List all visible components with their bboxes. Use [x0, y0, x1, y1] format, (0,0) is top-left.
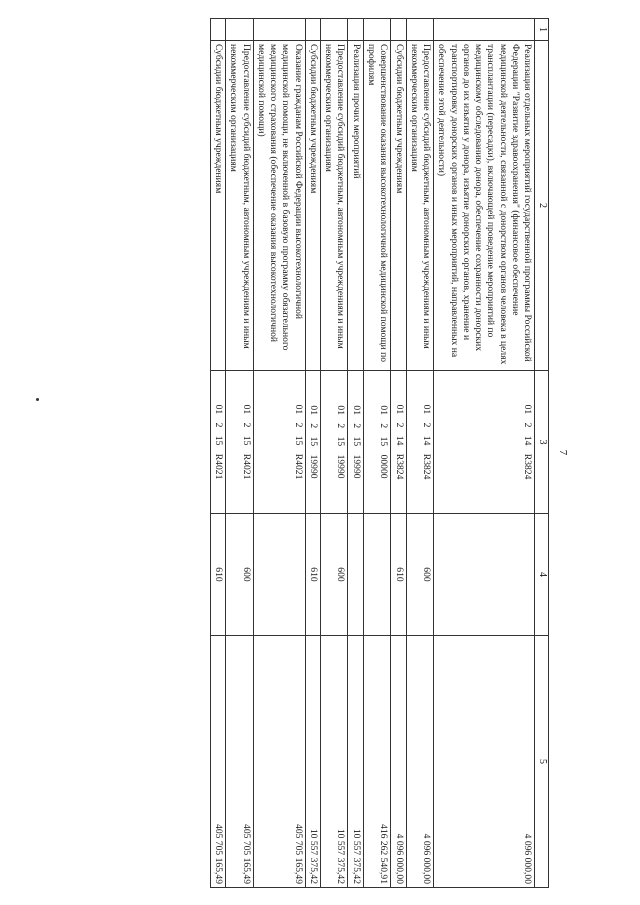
header-col-2: 2 — [535, 41, 549, 371]
row-code-cell: 01 2 15 R4021 — [253, 371, 305, 514]
row-name-cell: Совершенствование оказания высокотехнологичной медицинской помощи по профилям — [363, 41, 391, 371]
page-number: 7 — [557, 449, 569, 456]
row-number-cell — [210, 19, 225, 41]
page-mark — [36, 398, 39, 401]
table-row — [320, 19, 348, 888]
row-expense-type-cell — [363, 514, 391, 636]
row-number-cell — [434, 19, 535, 41]
row-name-cell: Субсидии бюджетным учреждениям — [391, 41, 406, 371]
table-row — [363, 19, 391, 888]
row-code-cell: 01 2 15 R4021 — [210, 371, 225, 514]
row-name-cell: Оказание гражданам Российской Федерации высокотехнологичной медицинской помощи, не включенной в базовую программу обязательного медицинского страхования (обеспечение оказания высокотехнологичной медицинской помощи) — [253, 41, 305, 371]
row-amount-cell: 405 705 165,49 — [253, 636, 305, 888]
row-amount-cell: 10 557 375,42 — [320, 636, 348, 888]
row-amount-cell: 10 557 375,42 — [305, 636, 320, 888]
table-row — [210, 19, 225, 888]
rotated-page — [70, 18, 575, 887]
header-col-5: 5 — [535, 636, 549, 888]
row-code-cell: 01 2 14 R3824 — [406, 371, 434, 514]
table-row — [305, 19, 320, 888]
row-number-cell — [320, 19, 348, 41]
row-number-cell — [226, 19, 254, 41]
row-expense-type-cell: 600 — [320, 514, 348, 636]
row-name-cell: Предоставление субсидий бюджетным, автономным учреждениям и иным некоммерческим организациям — [320, 41, 348, 371]
row-expense-type-cell — [434, 514, 535, 636]
table-row — [253, 19, 305, 888]
header-col-4: 4 — [535, 514, 549, 636]
row-number-cell — [305, 19, 320, 41]
row-code-cell: 01 2 14 R3824 — [391, 371, 406, 514]
table-row — [406, 19, 434, 888]
row-number-cell — [348, 19, 363, 41]
table-row — [434, 19, 535, 888]
row-number-cell — [406, 19, 434, 41]
header-row — [535, 19, 549, 888]
row-amount-cell: 405 705 165,49 — [226, 636, 254, 888]
row-number-cell — [391, 19, 406, 41]
row-amount-cell: 4 096 000,00 — [434, 636, 535, 888]
row-amount-cell: 405 705 165,49 — [210, 636, 225, 888]
row-expense-type-cell: 610 — [210, 514, 225, 636]
row-code-cell: 01 2 14 R3824 — [434, 371, 535, 514]
row-code-cell: 01 2 15 R4021 — [226, 371, 254, 514]
header-col-3: 3 — [535, 371, 549, 514]
row-expense-type-cell — [348, 514, 363, 636]
table-body — [210, 19, 534, 888]
row-name-cell: Предоставление субсидий бюджетным, автономным учреждениям и иным некоммерческим организациям — [406, 41, 434, 371]
row-number-cell — [363, 19, 391, 41]
budget-table — [210, 18, 549, 888]
table-row — [226, 19, 254, 888]
row-name-cell: Субсидии бюджетным учреждениям — [305, 41, 320, 371]
row-code-cell: 01 2 15 19990 — [348, 371, 363, 514]
row-expense-type-cell: 600 — [406, 514, 434, 636]
table-row — [391, 19, 406, 888]
row-amount-cell: 10 557 375,42 — [348, 636, 363, 888]
row-code-cell: 01 2 15 19990 — [320, 371, 348, 514]
row-amount-cell: 416 262 540,91 — [363, 636, 391, 888]
row-code-cell: 01 2 15 00000 — [363, 371, 391, 514]
row-code-cell: 01 2 15 19990 — [305, 371, 320, 514]
row-expense-type-cell: 600 — [226, 514, 254, 636]
row-amount-cell: 4 096 000,00 — [406, 636, 434, 888]
row-name-cell: Предоставление субсидий бюджетным, автономным учреждениям и иным некоммерческим организациям — [226, 41, 254, 371]
row-name-cell: Реализация отдельных мероприятий государственной программы Российской Федерации "Развитие здравоохранения" (финансовое обеспечение медицинской деятельности, связанной с донорством органов человека в целях трансплантации (пересадки), включающей проведение мероприятий по медицинскому обследованию донора, обеспечение сохранности донорских органов до их изъятия у донора, изъятие донорских органов, хранение и транспортировку донорских органов и иных мероприятий, направленных на обеспечение этой деятельности) — [434, 41, 535, 371]
row-name-cell: Субсидии бюджетным учреждениям — [210, 41, 225, 371]
row-amount-cell: 4 096 000,00 — [391, 636, 406, 888]
row-expense-type-cell — [253, 514, 305, 636]
header-col-1: 1 — [535, 19, 549, 41]
row-number-cell — [253, 19, 305, 41]
row-name-cell: Реализация прочих мероприятий — [348, 41, 363, 371]
row-expense-type-cell: 610 — [305, 514, 320, 636]
row-expense-type-cell: 610 — [391, 514, 406, 636]
table-row — [348, 19, 363, 888]
